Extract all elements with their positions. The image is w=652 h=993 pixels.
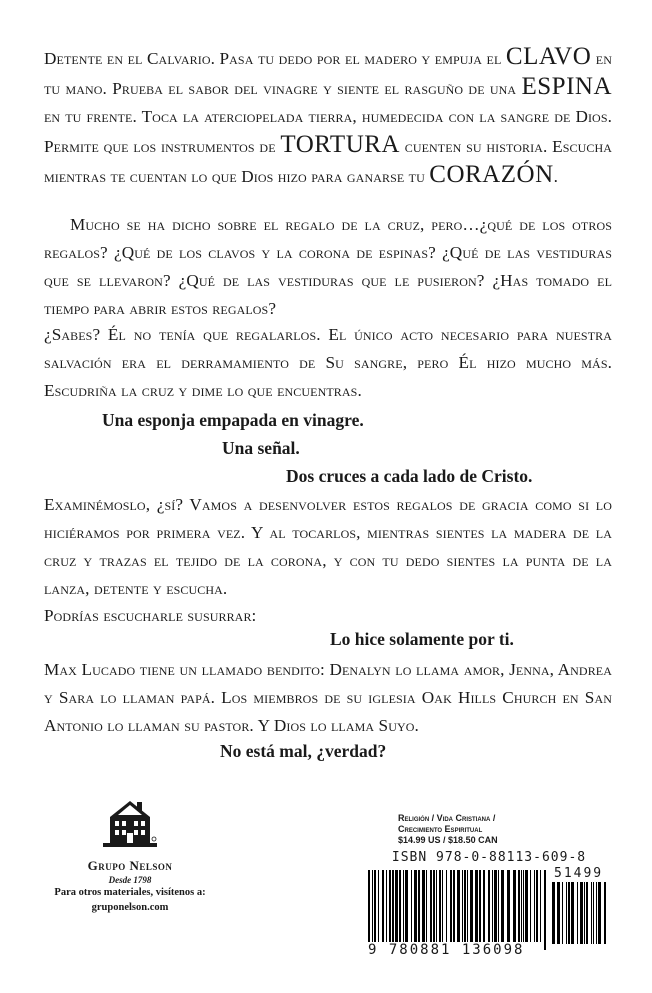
house-logo-icon [98, 795, 162, 851]
barcode-bar [494, 870, 497, 942]
barcode-bar [405, 870, 408, 942]
word-tortura: TORTURA [280, 131, 400, 158]
barcode-bar [439, 870, 441, 942]
barcode-bar [436, 870, 437, 942]
barcode-bar [374, 870, 376, 942]
barcode-bar [411, 870, 412, 942]
barcode-bar [513, 870, 516, 942]
whisper-intro: Podrías escucharle susurrar: [44, 606, 257, 625]
barcode-bar [566, 882, 567, 944]
whisper-quote: Lo hice solamente por ti. [330, 629, 514, 649]
examine-paragraph: Examinémoslo, ¿sí? Vamos a desenvolver estos regalos de gracia como si lo hiciéramos por primera vez. Y al tocarlos, mientras sientes la madera de la cruz y trazas el tejido de la corona, y con tu dedo sientes la punta de la lanza, detente y escucha. [44, 495, 612, 598]
barcode-bar [422, 870, 425, 942]
gifts-paragraph: Mucho se ha dicho sobre el regalo de la cruz, pero…¿qué de los otros regalos? ¿Qué de los clavos y la corona de espinas? ¿Qué de las vestiduras que se llevaron? ¿Qué de las vestiduras que le pusieron? ¿Has tomado el tiempo para abrir estos regalos? [44, 215, 612, 318]
category-line-2: Crecimiento Espiritual [398, 824, 483, 834]
list-item-sign: Una señal. [222, 438, 300, 458]
barcode-bar [470, 870, 473, 942]
publisher-logo [40, 795, 220, 885]
intro-text-1: Detente en el Calvario. Pasa tu dedo por el madero y empuja el [44, 49, 506, 68]
barcode-bar [521, 870, 522, 942]
barcode-bar [492, 870, 493, 942]
price-us: $14.99 US [398, 835, 441, 845]
barcode-bar [544, 870, 546, 950]
intro-text-4: cuenten su historia. Escucha mientras te cuentan lo que Dios hizo para ganarse tu [44, 137, 613, 186]
barcode-bar [507, 870, 510, 942]
barcode-bar [596, 882, 597, 944]
barcode-bar [584, 882, 585, 944]
barcode-bar [475, 870, 478, 942]
barcode-bar [534, 870, 535, 942]
barcode-bar [598, 882, 601, 944]
cross-paragraph: ¿Sabes? Él no tenía que regalarlos. El único acto necesario para nuestra salvación era el derramamiento de Su sangre, pero Él hizo mucho más. Escudriña la cruz y dime lo que encuentras. [44, 325, 612, 400]
closing-line: No está mal, ¿verdad? [220, 741, 387, 761]
barcode-bar [462, 870, 463, 942]
barcode-bar [552, 882, 555, 944]
barcode-bar [386, 870, 387, 942]
barcode-bar [562, 882, 563, 944]
list-item-crosses: Dos cruces a cada lado de Cristo. [286, 466, 533, 486]
word-espina: ESPINA [521, 73, 612, 100]
barcode-bar [453, 870, 455, 942]
category-block [398, 813, 498, 846]
website-note-text: Para otros materiales, visítenos a: [54, 887, 206, 898]
intro-text-2: en tu mano. Prueba el sabor del vinagre y siente el rasguño de una [44, 49, 612, 98]
barcode-bar [488, 870, 490, 942]
category-line-1: Religión / Vida Cristiana / [398, 813, 496, 823]
barcode-bar [389, 870, 391, 942]
barcode-bar [392, 870, 394, 942]
intro-text-5: . [553, 167, 559, 186]
isbn-text: ISBN 978-0-88113-609-8 [391, 850, 587, 865]
barcode-bar [523, 870, 524, 942]
barcode-bar [525, 870, 528, 942]
barcode-bar [442, 870, 443, 942]
barcode-bar [399, 870, 401, 942]
barcode-bar [540, 870, 541, 942]
addon-barcode [552, 882, 610, 952]
barcode-bar [382, 870, 384, 942]
barcode-bar [368, 870, 370, 950]
barcode-bar [557, 882, 560, 944]
barcode-bar [604, 882, 606, 944]
barcode-bar [568, 882, 570, 944]
intro-paragraph [44, 43, 612, 191]
barcode-bar [586, 882, 588, 944]
barcode-area [366, 850, 612, 962]
barcode-bar [501, 870, 504, 942]
addon-number: 51499 [554, 866, 604, 881]
intro-text-3: en tu frente. Toca la aterciopelada tierra, humedecida con la sangre de Dios. Permite que los instrumentos de [44, 107, 612, 156]
barcode-bar [418, 870, 420, 942]
barcode-bar [446, 870, 447, 942]
publisher-website-note [30, 885, 230, 915]
barcode-bar [372, 870, 373, 950]
author-paragraph: Max Lucado tiene un llamado bendito: Denalyn lo llama amor, Jenna, Andrea y Sara lo llaman papá. Los miembros de su iglesia Oak Hills Church en San Antonio lo llaman su pastor. Y Dios lo llama Suyo. [44, 660, 612, 735]
price-line [398, 835, 498, 846]
word-corazon: CORAZÓN [429, 161, 554, 188]
website-link[interactable]: gruponelson.com [91, 902, 169, 913]
barcode-bar [580, 882, 583, 944]
barcode-bar [430, 870, 432, 942]
barcode-bar [483, 870, 485, 942]
barcode-bar [464, 870, 466, 942]
ean-number: 9 780881 136098 [368, 942, 525, 958]
publisher-since: Desde 1798 [108, 875, 152, 885]
barcode-bar [593, 882, 594, 944]
publisher-name: Grupo Nelson [87, 858, 173, 873]
barcode-bar [414, 870, 417, 942]
list-item-sponge: Una esponja empapada en vinagre. [102, 410, 364, 430]
barcode-bar [479, 870, 481, 942]
ean-barcode [368, 870, 548, 950]
barcode-bar [403, 870, 404, 942]
barcode-bar [457, 870, 460, 950]
barcode-bar [433, 870, 435, 942]
barcode-bar [450, 870, 452, 942]
barcode-bar [577, 882, 578, 944]
price-can: $18.50 CAN [448, 835, 498, 845]
barcode-bar [378, 870, 379, 942]
barcode-bar [536, 870, 538, 942]
barcode-bar [395, 870, 398, 942]
barcode-bar [467, 870, 468, 942]
barcode-bar [498, 870, 499, 942]
barcode-bar [591, 882, 592, 944]
barcode-bar [530, 870, 531, 942]
barcode-bar [426, 870, 427, 942]
word-clavo: CLAVO [505, 43, 592, 70]
price-separator: / [440, 835, 449, 845]
barcode-bar [571, 882, 574, 944]
barcode-bar [518, 870, 520, 942]
